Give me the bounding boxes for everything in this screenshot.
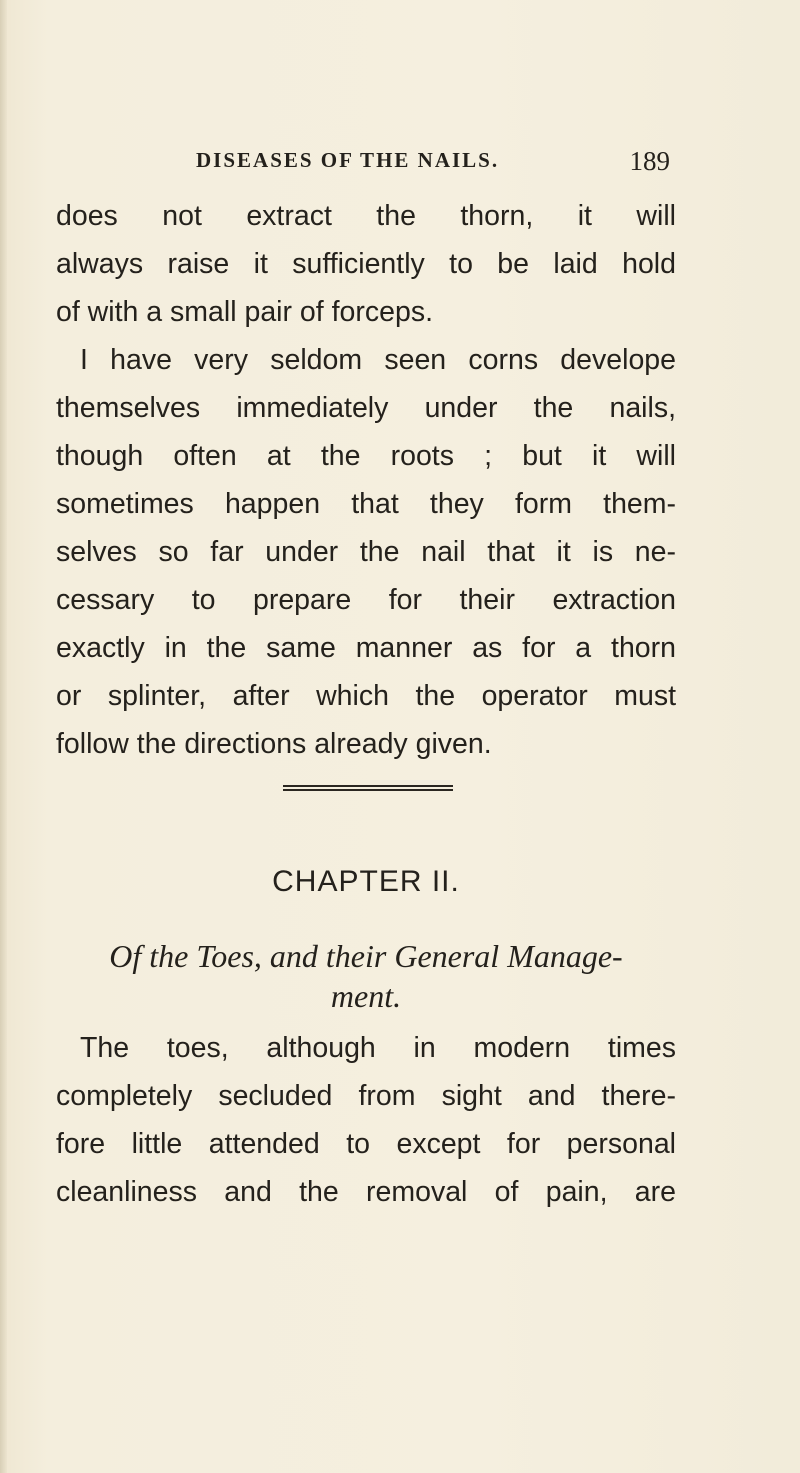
paragraph-2-line: themselves immediately under the nails, (56, 392, 676, 424)
paragraph-2-line: cessary to prepare for their extraction (56, 584, 676, 616)
paragraph-2-line: or splinter, after which the operator must (56, 680, 676, 712)
chapter-heading: CHAPTER II. (272, 865, 460, 898)
paragraph-1-line: always raise it sufficiently to be laid hold (56, 248, 676, 280)
paragraph-2-line: though often at the roots ; but it will (56, 440, 676, 472)
running-title: DISEASES OF THE NAILS. (196, 148, 500, 172)
paragraph-2-line: follow the directions already given. (56, 728, 492, 760)
paragraph-1-line: does not extract the thorn, it will (56, 200, 676, 232)
chapter-subtitle-line-2: ment. (330, 978, 402, 1014)
section-divider-rule (283, 785, 453, 791)
paragraph-2-line: exactly in the same manner as for a thorn (56, 632, 676, 664)
paragraph-2-line: selves so far under the nail that it is ne- (56, 536, 676, 568)
page-edge-shadow (0, 0, 7, 1473)
body-text-bottom (56, 1024, 676, 1216)
paragraph-1-line: of with a small pair of forceps. (56, 296, 433, 328)
paragraph-3-line: cleanliness and the removal of pain, are (56, 1176, 676, 1208)
body-text-top (56, 164, 676, 768)
chapter-subtitle-line-1: Of the Toes, and their General Manage- (109, 938, 623, 974)
paragraph-3-line: fore little attended to except for personal (56, 1128, 676, 1160)
paragraph-2-line: sometimes happen that they form them- (56, 488, 676, 520)
paragraph-3-line: The toes, although in modern times (80, 1032, 676, 1064)
page-number: 189 (629, 146, 670, 176)
paragraph-3-line: completely secluded from sight and there- (56, 1080, 676, 1112)
paragraph-2-line: I have very seldom seen corns develope (80, 344, 676, 376)
chapter-subtitle (56, 936, 676, 1016)
